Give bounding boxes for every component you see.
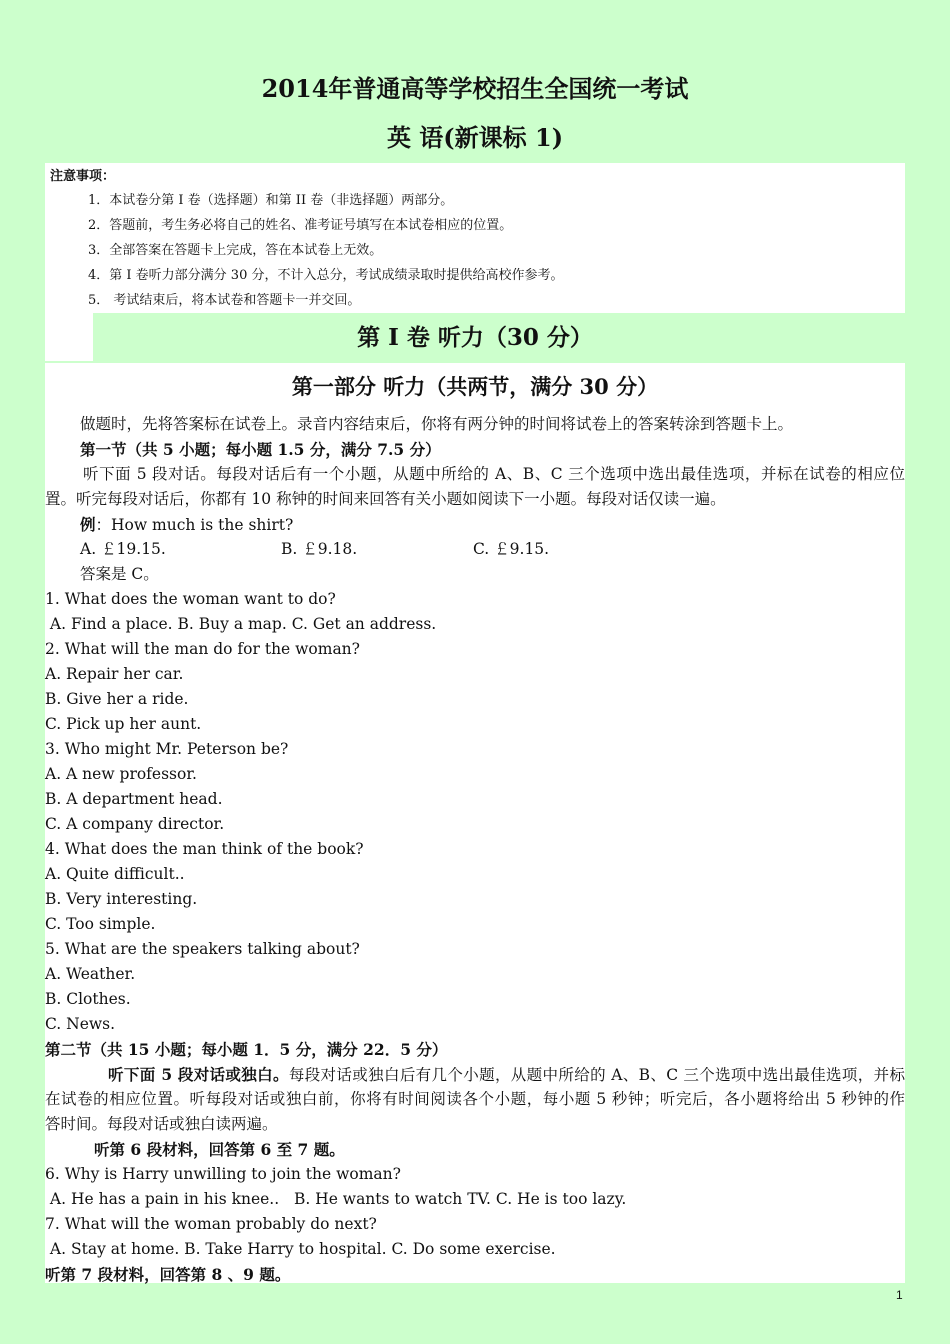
section1-instructions: 听下面 5 段对话。每段对话后有一个小题，从题中所给的 A、B、C 三个选项中选出最佳选项，并标在试卷的相应位 bbox=[83, 465, 905, 483]
section2-instr-text: 每段对话或独白后有几个小题，从题中所给的 A、B、C 三个选项中选出最佳选项，并标 bbox=[288, 1066, 905, 1084]
notice-heading: 注意事项： bbox=[50, 169, 116, 184]
example-option-a: A. ￡19.15. bbox=[80, 540, 166, 558]
section2-instructions-cont: 在试卷的相应位置。听每段对话或独白前，你将有时间阅读各个小题，每小题 5 秒钟；听完后，各小题将给出 5 秒钟的作 bbox=[45, 1090, 905, 1108]
part-title: 第一部分 听力（共两节，满分 30 分） bbox=[291, 374, 659, 399]
exam-subtitle: 英 语(新课标 1) bbox=[386, 123, 564, 152]
question-line: C. Pick up her aunt. bbox=[45, 715, 202, 733]
example-label: 例 bbox=[80, 515, 96, 534]
question-line: C. Too simple. bbox=[45, 915, 156, 933]
section2-heading: 第二节（共 15 小题；每小题 1．5 分，满分 22．5 分） bbox=[45, 1040, 448, 1059]
question-line: C. A company director. bbox=[45, 815, 225, 833]
question-line: 4. What does the man think of the book? bbox=[45, 840, 364, 858]
question-6: 6. Why is Harry unwilling to join the woman? bbox=[45, 1165, 401, 1183]
question-line: A. A new professor. bbox=[45, 765, 197, 783]
notice-item: 4．第 I 卷听力部分满分 30 分，不计入总分，考试成绩录取时提供给高校作参考。 bbox=[88, 268, 564, 283]
question-line: B. Give her a ride. bbox=[45, 690, 189, 708]
section2-instructions bbox=[45, 1062, 905, 1088]
question-line: A. Weather. bbox=[45, 965, 136, 983]
question-line: 1. What does the woman want to do? bbox=[45, 590, 336, 608]
example-option-c: C. ￡9.15. bbox=[473, 540, 550, 558]
question-line: 2. What will the man do for the woman? bbox=[45, 640, 360, 658]
exam-title: 2014年普通高等学校招生全国统一考试 bbox=[261, 74, 689, 103]
notice-item: 3．全部答案在答题卡上完成，答在本试卷上无效。 bbox=[88, 243, 383, 258]
section2-instr-bold: 听下面 5 段对话或独白。 bbox=[108, 1065, 289, 1084]
section2-instructions-end: 答时间。每段对话或独白读两遍。 bbox=[45, 1115, 278, 1133]
example-option-b: B. ￡9.18. bbox=[281, 540, 358, 558]
question-line: B. A department head. bbox=[45, 790, 223, 808]
example-question bbox=[45, 512, 905, 538]
question-line: 3. Who might Mr. Peterson be? bbox=[45, 740, 289, 758]
question-line: A. Find a place. B. Buy a map. C. Get an address. bbox=[45, 615, 437, 633]
intro-text: 做题时，先将答案标在试卷上。录音内容结束后，你将有两分钟的时间将试卷上的答案转涂到答题卡上。 bbox=[80, 415, 794, 433]
question-line: C. News. bbox=[45, 1015, 116, 1033]
question-7: 7. What will the woman probably do next? bbox=[45, 1215, 377, 1233]
notice-box bbox=[45, 163, 905, 313]
question-line: B. Clothes. bbox=[45, 990, 131, 1008]
material-6-heading: 听第 6 段材料，回答第 6 至 7 题。 bbox=[94, 1140, 345, 1159]
notice-item: 1．本试卷分第 I 卷（选择题）和第 II 卷（非选择题）两部分。 bbox=[88, 193, 454, 208]
question-line: A. Quite difficult.. bbox=[45, 865, 185, 883]
question-line: B. Very interesting. bbox=[45, 890, 198, 908]
volume-title: 第 I 卷 听力（30 分） bbox=[357, 324, 593, 351]
section1-heading: 第一节（共 5 小题；每小题 1.5 分，满分 7.5 分） bbox=[80, 440, 441, 459]
page-number: 1 bbox=[896, 1288, 903, 1302]
question-6-options: A. He has a pain in his knee.. B. He wants to watch TV. C. He is too lazy. bbox=[45, 1190, 627, 1208]
material-7-heading: 听第 7 段材料，回答第 8 、9 题。 bbox=[45, 1265, 291, 1284]
example-question-text: ：How much is the shirt? bbox=[95, 516, 294, 534]
notice-item: 2．答题前，考生务必将自己的姓名、准考证号填写在本试卷相应的位置。 bbox=[88, 218, 513, 233]
notice-item: 5． 考试结束后，将本试卷和答题卡一并交回。 bbox=[88, 293, 361, 308]
section1-instructions-cont: 置。听完每段对话后，你都有 10 称钟的时间来回答有关小题如阅读下一小题。每段对话仅读一遍。 bbox=[45, 490, 726, 508]
example-answer: 答案是 C。 bbox=[80, 565, 159, 583]
question-line: A. Repair her car. bbox=[45, 665, 184, 683]
question-line: 5. What are the speakers talking about? bbox=[45, 940, 360, 958]
question-7-options: A. Stay at home. B. Take Harry to hospital. C. Do some exercise. bbox=[45, 1240, 556, 1258]
